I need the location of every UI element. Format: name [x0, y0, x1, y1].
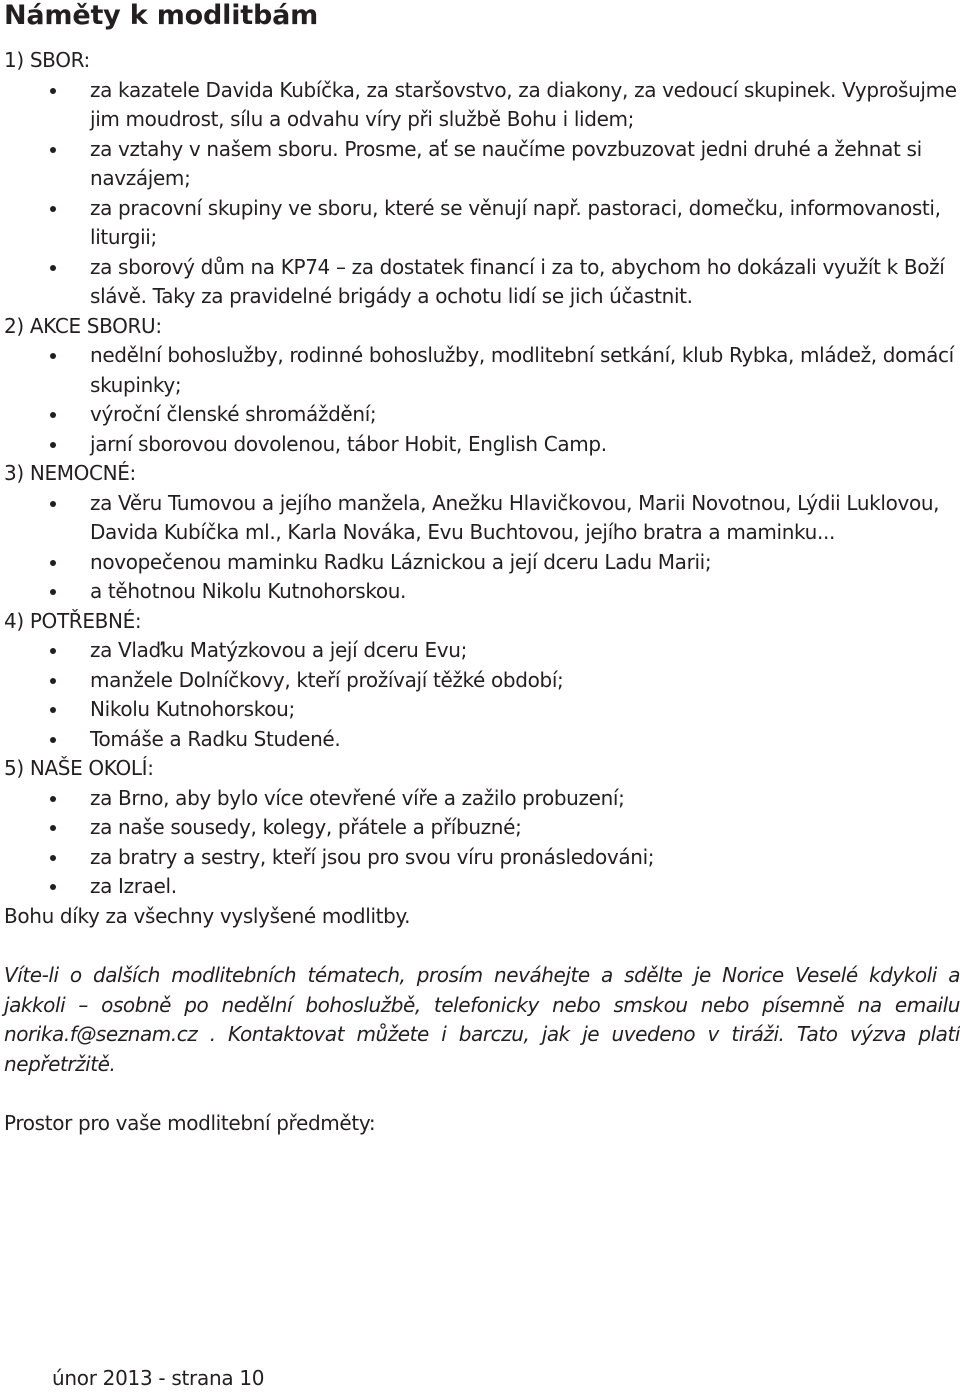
bullet-icon	[50, 501, 56, 507]
list-item-text: manžele Dolníčkovy, kteří prožívají těžké období;	[90, 667, 564, 692]
list-item	[4, 341, 960, 400]
bullet-icon	[50, 796, 56, 802]
list-item	[4, 872, 960, 902]
document-body	[4, 46, 960, 1139]
list-item	[4, 813, 960, 843]
bullet-icon	[50, 88, 56, 94]
bullet-icon	[50, 589, 56, 595]
list-item-text: a těhotnou Nikolu Kutnohorskou.	[90, 579, 407, 603]
section-list	[4, 489, 960, 607]
bullet-icon	[50, 353, 56, 359]
contact-note: Víte-li o dalších modlitebních tématech, prosím neváhejte a sdělte je Norice Veselé kdykoli a jakkoli – osobně po nedělní bohoslužbě, telefonicky nebo smskou nebo písemně na emailu norika.f@seznam.cz . Kontaktovat můžete i barczu, jak je uvedeno v tiráži. Tato výzva platí nepřetržitě.	[4, 963, 960, 1076]
list-item-text: jarní sborovou dovolenou, tábor Hobit, English Camp.	[90, 431, 607, 456]
prayer-section	[4, 459, 960, 607]
list-item	[4, 489, 960, 548]
list-item	[4, 194, 960, 253]
prayer-section	[4, 607, 960, 755]
list-item	[4, 725, 960, 755]
list-item	[4, 135, 960, 194]
list-item	[4, 577, 960, 607]
section-heading: 2) AKCE SBORU:	[4, 313, 162, 338]
prayer-section	[4, 312, 960, 460]
list-item-text: za Vlaďku Matýzkovou a její dceru Evu;	[90, 638, 467, 662]
bullet-icon	[50, 648, 56, 654]
bullet-icon	[50, 147, 56, 153]
list-item	[4, 843, 960, 873]
list-item	[4, 548, 960, 578]
bullet-icon	[50, 707, 56, 713]
section-list	[4, 76, 960, 312]
list-item	[4, 695, 960, 725]
section-list	[4, 341, 960, 459]
list-item-text: nedělní bohoslužby, rodinné bohoslužby, modlitební setkání, klub Rybka, mládež, domácí skupinky;	[90, 343, 954, 397]
section-heading: 4) POTŘEBNÉ:	[4, 608, 142, 633]
list-item	[4, 636, 960, 666]
bullet-icon	[50, 678, 56, 684]
list-item-text: za pracovní skupiny ve sboru, které se věnují např. pastoraci, domečku, informovanosti, liturgii;	[90, 195, 941, 249]
list-item-text: za vztahy v našem sboru. Prosme, ať se naučíme povzbuzovat jedni druhé a žehnat si navzájem;	[90, 136, 922, 190]
prayer-sections	[4, 46, 960, 902]
prayer-space-label: Prostor pro vaše modlitební předměty:	[4, 1111, 376, 1135]
section-heading: 3) NEMOCNÉ:	[4, 461, 136, 485]
bullet-icon	[50, 825, 56, 831]
bullet-icon	[50, 265, 56, 271]
list-item-text: za naše sousedy, kolegy, přátele a příbuzné;	[90, 815, 522, 839]
bullet-icon	[50, 560, 56, 566]
list-item	[4, 76, 960, 135]
bullet-icon	[50, 855, 56, 861]
list-item-text: za Brno, aby bylo více otevřené víře a zažilo probuzení;	[90, 785, 625, 810]
list-item	[4, 666, 960, 696]
list-item-text: Nikolu Kutnohorskou;	[90, 697, 295, 721]
page-title: Náměty k modlitbám	[4, 0, 319, 31]
section-heading: 5) NAŠE OKOLÍ:	[4, 756, 154, 780]
list-item-text: novopečenou maminku Radku Láznickou a její dceru Ladu Marii;	[90, 549, 712, 574]
bullet-icon	[50, 412, 56, 418]
section-heading: 1) SBOR:	[4, 48, 90, 72]
prayer-section	[4, 754, 960, 902]
section-list	[4, 784, 960, 902]
bullet-icon	[50, 737, 56, 743]
list-item-text: výroční členské shromáždění;	[90, 402, 377, 426]
bullet-icon	[50, 206, 56, 212]
list-item-text: za Věru Tumovou a jejího manžela, Anežku Hlavičkovou, Marii Novotnou, Lýdii Luklovou, Davida Kubíčka ml., Karla Nováka, Evu Buchtovou, jejího bratra a maminku...	[90, 490, 940, 544]
list-item	[4, 430, 960, 460]
list-item-text: Tomáše a Radku Studené.	[90, 726, 341, 751]
prayer-section	[4, 46, 960, 312]
list-item-text: za Izrael.	[90, 874, 177, 898]
bullet-icon	[50, 884, 56, 890]
list-item	[4, 253, 960, 312]
list-item	[4, 784, 960, 814]
page-footer: únor 2013 - strana 10	[52, 1366, 265, 1390]
list-item-text: za bratry a sestry, kteří jsou pro svou víru pronásledováni;	[90, 844, 655, 869]
list-item	[4, 400, 960, 430]
section-list	[4, 636, 960, 754]
bullet-icon	[50, 442, 56, 448]
list-item-text: za sborový dům na KP74 – za dostatek financí i za to, abychom ho dokázali využít k Boží slávě. Taky za pravidelné brigády a ochotu lidí se jich účastnit.	[90, 254, 945, 308]
list-item-text: za kazatele Davida Kubíčka, za staršovstvo, za diakony, za vedoucí skupinek. Vyprošujme jim moudrost, sílu a odvahu víry při službě Bohu i lidem;	[90, 77, 957, 131]
closing-line: Bohu díky za všechny vyslyšené modlitby.	[4, 903, 411, 928]
